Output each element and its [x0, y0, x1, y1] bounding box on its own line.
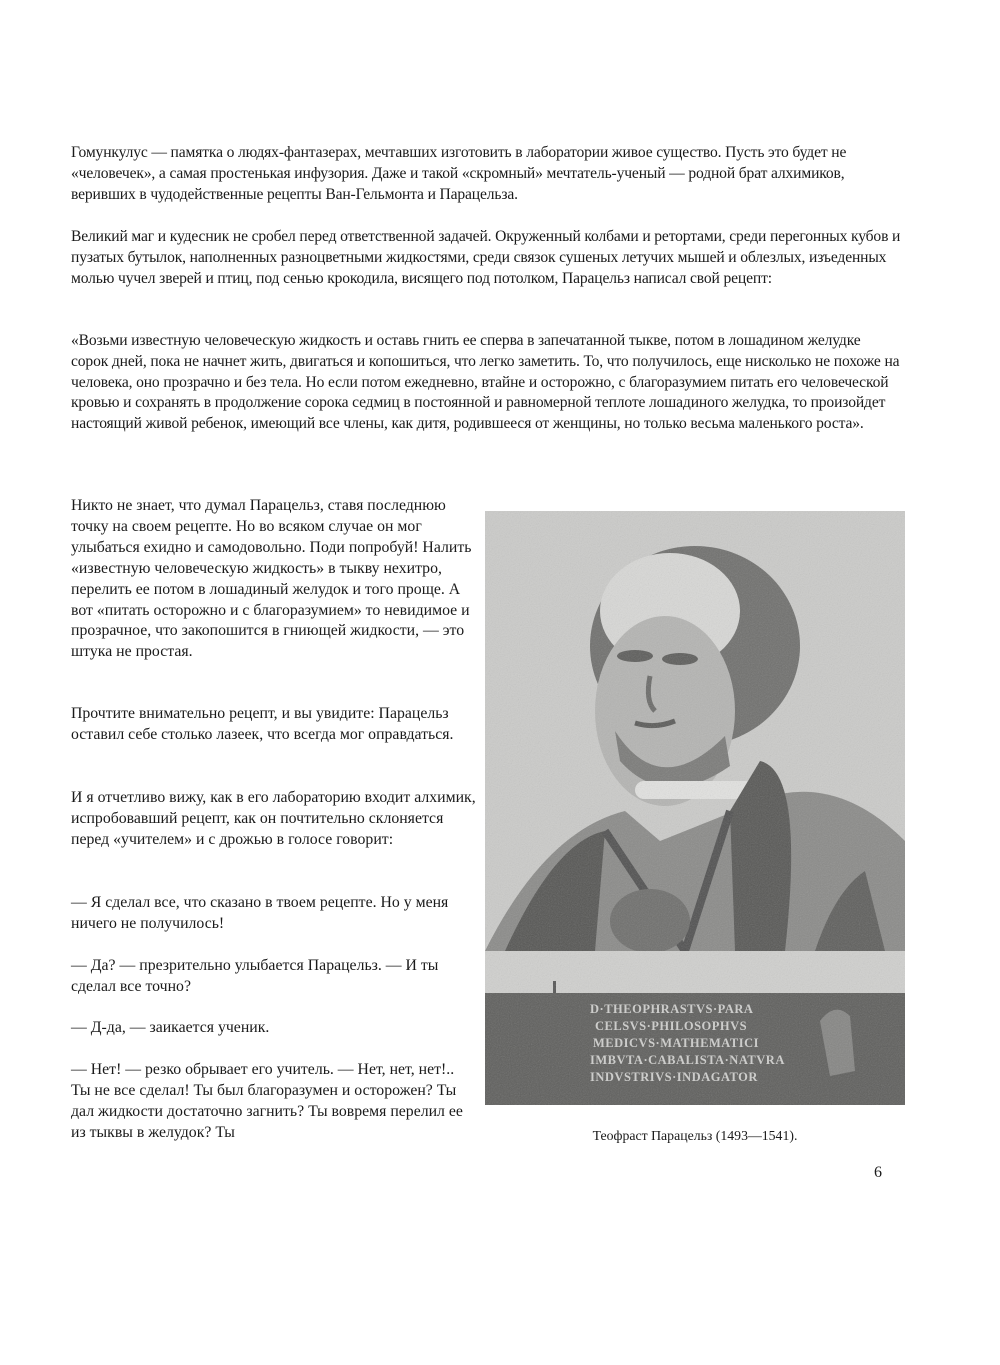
portrait-illustration-icon [485, 511, 905, 1105]
portrait-paracelsus [485, 511, 905, 1105]
paragraph-read-recipe: Прочтите внимательно рецепт, и вы увидите: Парацельз оставил себе столько лазеек, что всегда мог оправдаться. [71, 705, 454, 743]
paragraph-recipe-quote: «Возьми известную человеческую жидкость и оставь гнить ее сперва в запечатанной тыкве, потом в лошадином желудке сорок дней, пока не начнет жить, двигаться и копошиться, что легко заметить. То, что получилось, еще нисколько не похоже на человека, оно прозрачно и без тела. Но если потом ежедневно, втайне и осторожно, с благоразумием питать его человеческой кровью и сохранять в продолжение сорока седмиц в постоянной и равномерной теплоте лошадиного желудка, то произойдет настоящий живой ребенок, имеющий все члены, как дитя, родившееся от женщины, но только весьма маленького роста». [71, 332, 900, 433]
paragraph-alchemist-enters: И я отчетливо вижу, как в его лабораторию входит алхимик, испробовавший рецепт, как он почтительно склоняется перед «учителем» и с дрожью в голосе говорит: [71, 789, 476, 848]
dialogue-line-3: — Д-да, — заикается ученик. [71, 1019, 270, 1036]
page-number: 6 [874, 1164, 882, 1181]
paragraph-homunculus-intro: Гомункулус — памятка о людях-фантазерах, мечтавших изготовить в лаборатории живое существо. Пусть это будет не «человечек», а самая простенькая инфузория. Даже и такой «скромный» мечтатель-ученый — родной брат алхимиков, веривших в чудодейственные рецепты Ван-Гельмонта и Парацельза. [71, 144, 847, 203]
dialogue-line-1: — Я сделал все, что сказано в твоем рецепте. Но у меня ничего не получилось! [71, 894, 449, 932]
dialogue-line-4: — Нет! — резко обрывает его учитель. — Нет, нет, нет!.. Ты не все сделал! Ты был благоразумен и осторожен? Ты дал жидкости достаточно загнить? Ты вовремя перелил ее из тыквы в желудок? Ты [71, 1061, 463, 1141]
paragraph-nobody-knows: Никто не знает, что думал Парацельз, ставя последнюю точку на своем рецепте. Но во всяком случае он мог улыбаться ехидно и самодовольно. Поди попробуй! Налить «известную человеческую жидкость» в тыкву нехитро, перелить ее потом в лошадиный желудок и того проще. А вот «питать осторожно и с благоразумием» то невидимое и прозрачное, что закопошится в гниющей жидкости, — это штука не простая. [71, 497, 472, 661]
figure-caption: Теофраст Парацельз (1493—1541). [592, 1128, 798, 1143]
paragraph-paracelsus-lab: Великий маг и кудесник не сробел перед ответственной задачей. Окруженный колбами и ретортами, среди перегонных кубов и пузатых бутылок, наполненных разноцветными жидкостями, среди связок сушеных летучих мышей и облезлых, изъеденных молью чучел зверей и птиц, под сенью крокодила, висящего под потолком, Парацельз написал свой рецепт: [71, 228, 901, 287]
dialogue-line-2: — Да? — презрительно улыбается Парацельз. — И ты сделал все точно? [71, 957, 439, 995]
